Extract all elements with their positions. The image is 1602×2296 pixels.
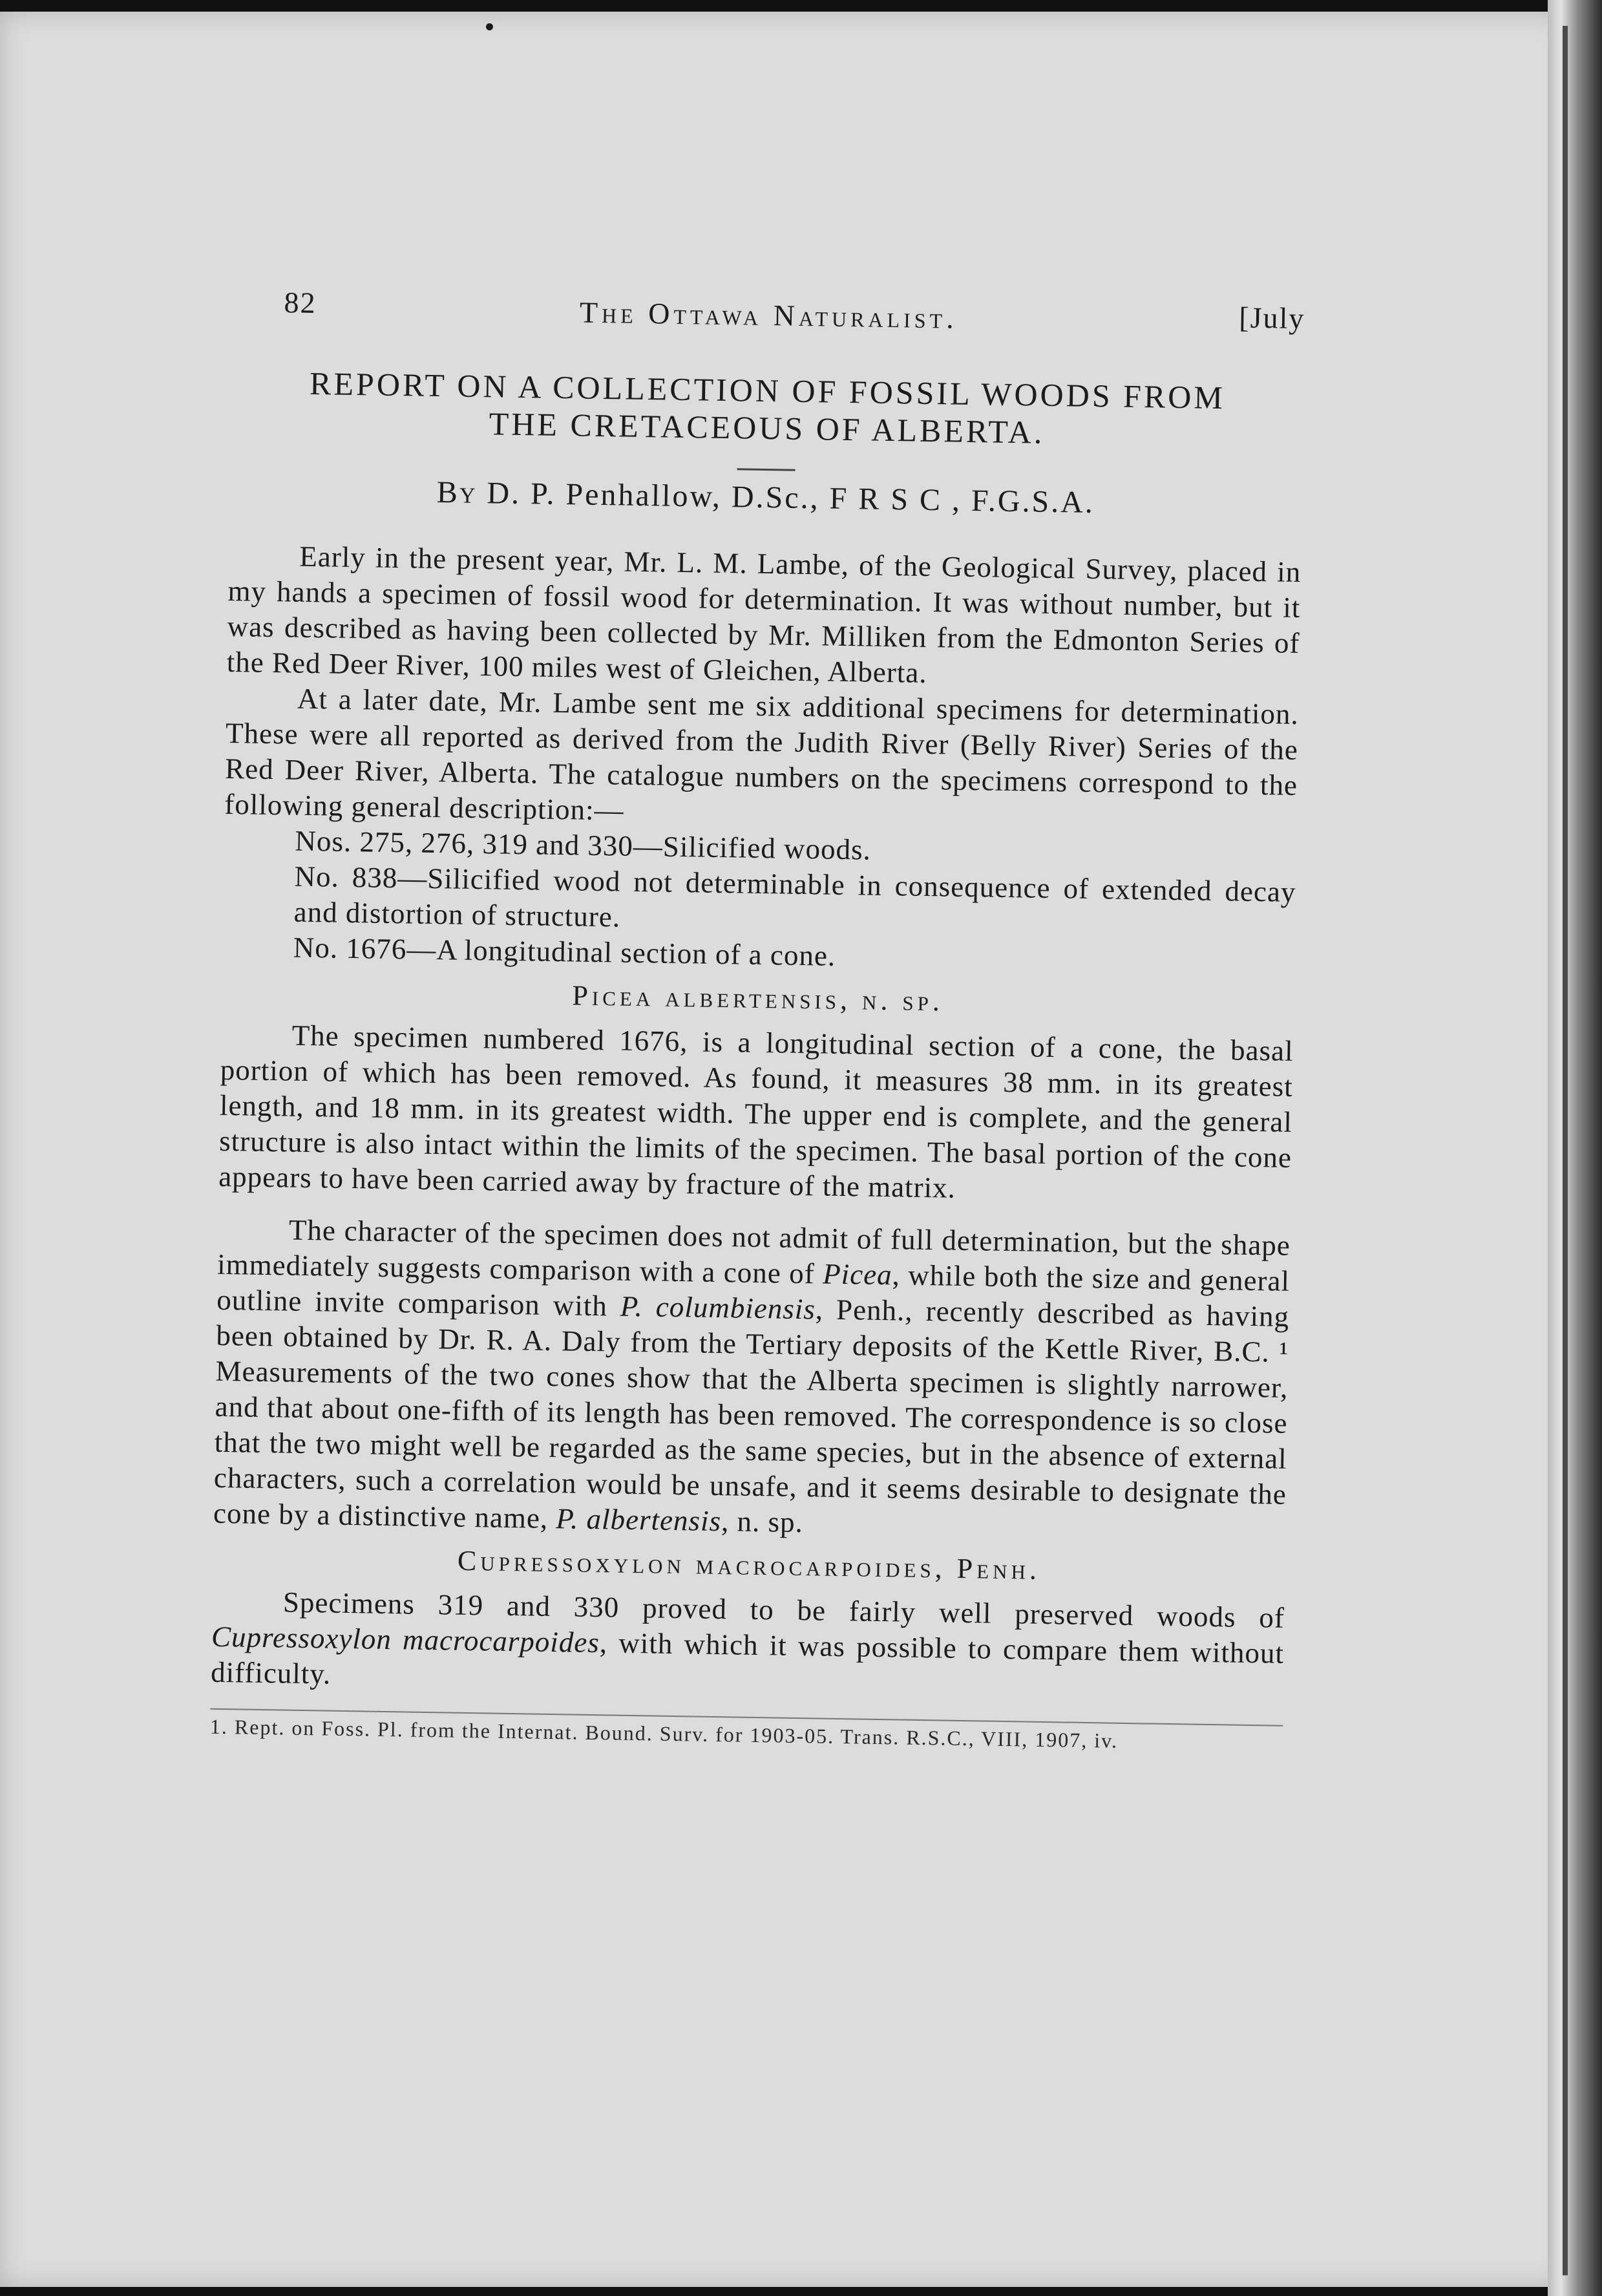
title-line-2: THE CRETACEOUS OF ALBERTA.: [489, 405, 1045, 451]
issue-month: [July: [1238, 301, 1305, 335]
paragraph-picea-2: [213, 1211, 1291, 1548]
book-spine-edge: [1548, 0, 1602, 2296]
text-run: Specimens 319 and 330 proved to be fairly well preserved woods of: [282, 1586, 1285, 1634]
ink-speck: [486, 23, 493, 30]
list-item-specimens-woods: Nos. 275, 276, 319 and 330—Silicified woods.: [295, 824, 872, 866]
text-run: , n. sp.: [721, 1505, 804, 1539]
paragraph-intro-2: At a later date, Mr. Lambe sent me six additional specimens for determination. These were all reported as derived from the Judith River (Belly River) Series of the Red Deer River, Alberta. The catalogue numbers on the specimens correspond to the following general description:—: [224, 682, 1300, 827]
section-heading-cupressoxylon: Cupressoxylon macrocarpoides, Penh.: [457, 1544, 1041, 1586]
title-line-1: REPORT ON A COLLECTION OF FOSSIL WOODS FROM: [309, 365, 1226, 416]
footnote: 1. Rept. on Foss. Pl. from the Internat. Bound. Surv. for 1903-05. Trans. R.S.C., VIII, 1907, iv.: [209, 1714, 1119, 1752]
text-run: The character of the specimen does not admit of full determination, but the shape immediately suggests comparison with a cone of: [216, 1213, 1291, 1290]
species-name-cupressoxylon: Cupressoxylon macrocarpoides: [211, 1620, 600, 1659]
genus-name-picea: Picea: [822, 1257, 893, 1292]
spine-shadow-line: [1563, 26, 1568, 2275]
article-title: [230, 363, 1304, 455]
list-item-specimen-838: No. 838—Silicified wood not determinable in consequence of extended decay and distortion of structure.: [293, 860, 1296, 933]
byline: [229, 471, 1303, 524]
section-heading-picea: Picea albertensis, n. sp.: [572, 979, 944, 1017]
title-rule: [737, 468, 796, 471]
byline-by: By: [436, 475, 478, 510]
paragraph-picea-1: The specimen numbered 1676, is a longitudinal section of a cone, the basal portion of which has been removed. As found, it measures 38 mm. in its greatest length, and 18 mm. in its greatest width. The upper end is complete, and the general structure is also intact within the limits of the specimen. The basal portion of the cone appears to have been carried away by fracture of the matrix.: [218, 1019, 1294, 1204]
byline-author: D. P. Penhallow, D.Sc., F R S C , F.G.S.A.: [487, 476, 1095, 520]
text-run: , Penh., recently described as having been obtained by Dr. R. A. Daly from the Tertiary deposits of the Kettle River, B.C. ¹ Measurements of the two cones show that the Alberta specimen is slightly narrower, and that about one-fifth of its length has been removed. The correspondence is so close that the two might well be regarded as the same species, but in the absence of external characters, such a correlation would be unsafe, and it seems desirable to designate the cone by a distinctive name,: [213, 1293, 1290, 1535]
species-name-albertensis: P. albertensis: [556, 1502, 722, 1538]
species-name-columbiensis: P. columbiensis: [620, 1290, 816, 1326]
page-content: [210, 284, 1305, 1755]
paragraph-cupressoxylon: [211, 1584, 1285, 1707]
journal-title: The Ottawa Naturalist.: [579, 295, 958, 335]
page-number: 82: [284, 286, 317, 320]
paragraph-intro-1: Early in the present year, Mr. L. M. Lambe, of the Geological Survey, placed in my hands a specimen of fossil wood for determination. It was without number, but it was described as having been collected by Mr. Milliken from the Edmonton Series of the Red Deer River, 100 miles west of Gleichen, Alberta.: [226, 540, 1302, 689]
text-run: , while both the size and general outline invite comparison with: [216, 1259, 1291, 1323]
text-run: , with which it was possible to compare them without difficulty.: [210, 1626, 1285, 1690]
list-item-specimen-1676: No. 1676—A longitudinal section of a cone.: [293, 931, 836, 972]
